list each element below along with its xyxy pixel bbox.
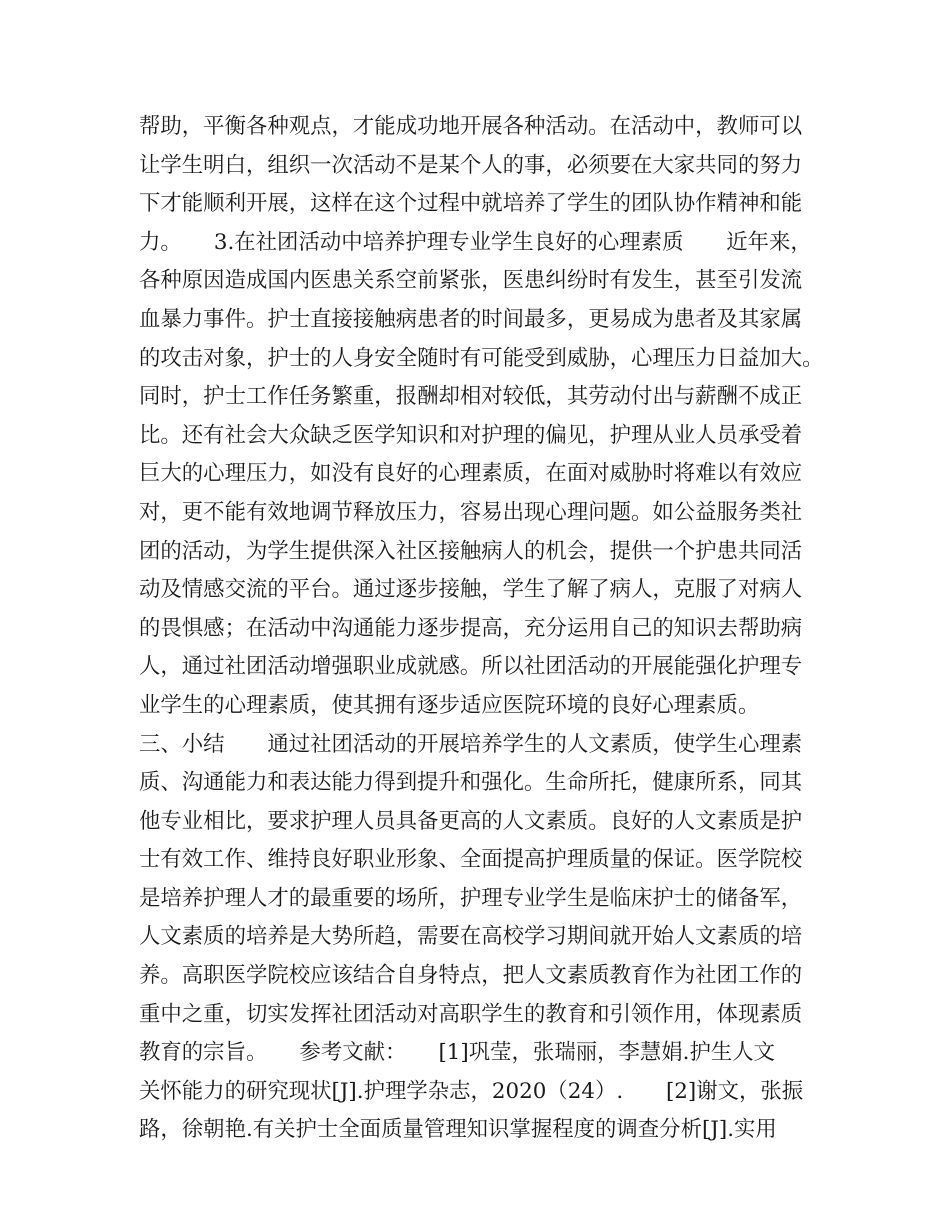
text-line: 业学生的心理素质，使其拥有逐步适应医院环境的良好心理素质。 <box>139 692 760 718</box>
text-line: 人文素质的培养是大势所趋，需要在高校学习期间就开始人文素质的培 <box>139 924 803 950</box>
text-line: 三、小结 通过社团活动的开展培养学生的人文素质，使学生心理素 <box>139 731 803 757</box>
text-line: 士有效工作、维持良好职业形象、全面提高护理质量的保证。医学院校 <box>139 847 803 873</box>
text-line: 比。还有社会大众缺乏医学知识和对护理的偏见，护理从业人员承受着 <box>139 422 803 448</box>
text-line: 质、沟通能力和表达能力得到提升和强化。生命所托，健康所系，同其 <box>139 770 803 796</box>
text-line: 团的活动，为学生提供深入社区接触病人的机会，提供一个护患共同活 <box>139 538 803 564</box>
text-line: 关怀能力的研究现状[J].护理学杂志，2020（24）. [2]谢文，张振 <box>139 1078 804 1104</box>
text-line: 巨大的心理压力，如没有良好的心理素质，在面对威胁时将难以有效应 <box>139 461 803 487</box>
text-line: 是培养护理人才的最重要的场所，护理专业学生是临床护士的储备军， <box>139 885 803 911</box>
text-line: 他专业相比，要求护理人员具备更高的人文素质。良好的人文素质是护 <box>139 808 803 834</box>
text-line: 对，更不能有效地调节释放压力，容易出现心理问题。如公益服务类社 <box>139 499 803 525</box>
text-line: 让学生明白，组织一次活动不是某个人的事，必须要在大家共同的努力 <box>139 152 803 178</box>
text-line: 力。 3.在社团活动中培养护理专业学生良好的心理素质 近年来， <box>139 229 812 255</box>
text-line: 重中之重，切实发挥社团活动对高职学生的教育和引领作用，体现素质 <box>139 1001 803 1027</box>
text-line: 血暴力事件。护士直接接触病患者的时间最多，更易成为患者及其家属 <box>139 306 803 332</box>
text-line: 帮助，平衡各种观点，才能成功地开展各种活动。在活动中，教师可以 <box>139 114 803 139</box>
text-line: 的畏惧感；在活动中沟通能力逐步提高，充分运用自己的知识去帮助病 <box>139 615 803 641</box>
text-line: 养。高职医学院校应该结合自身特点，把人文素质教育作为社团工作的 <box>139 963 803 989</box>
text-line: 教育的宗旨。 参考文献： [1]巩莹，张瑞丽，李慧娟.护生人文 <box>139 1040 776 1066</box>
text-line: 同时，护士工作任务繁重，报酬却相对较低，其劳动付出与薪酬不成正 <box>139 384 803 410</box>
text-line: 各种原因造成国内医患关系空前紧张，医患纠纷时有发生，甚至引发流 <box>139 268 803 294</box>
body-text <box>139 108 829 1150</box>
text-line: 下才能顺利开展，这样在这个过程中就培养了学生的团队协作精神和能 <box>139 191 803 217</box>
text-line: 路，徐朝艳.有关护士全面质量管理知识掌握程度的调查分析[J].实用 <box>139 1117 777 1143</box>
text-line: 人，通过社团活动增强职业成就感。所以社团活动的开展能强化护理专 <box>139 654 803 680</box>
text-line: 动及情感交流的平台。通过逐步接触，学生了解了病人，克服了对病人 <box>139 577 803 603</box>
text-line: 的攻击对象，护士的人身安全随时有可能受到威胁，心理压力日益加大。 <box>139 345 824 371</box>
